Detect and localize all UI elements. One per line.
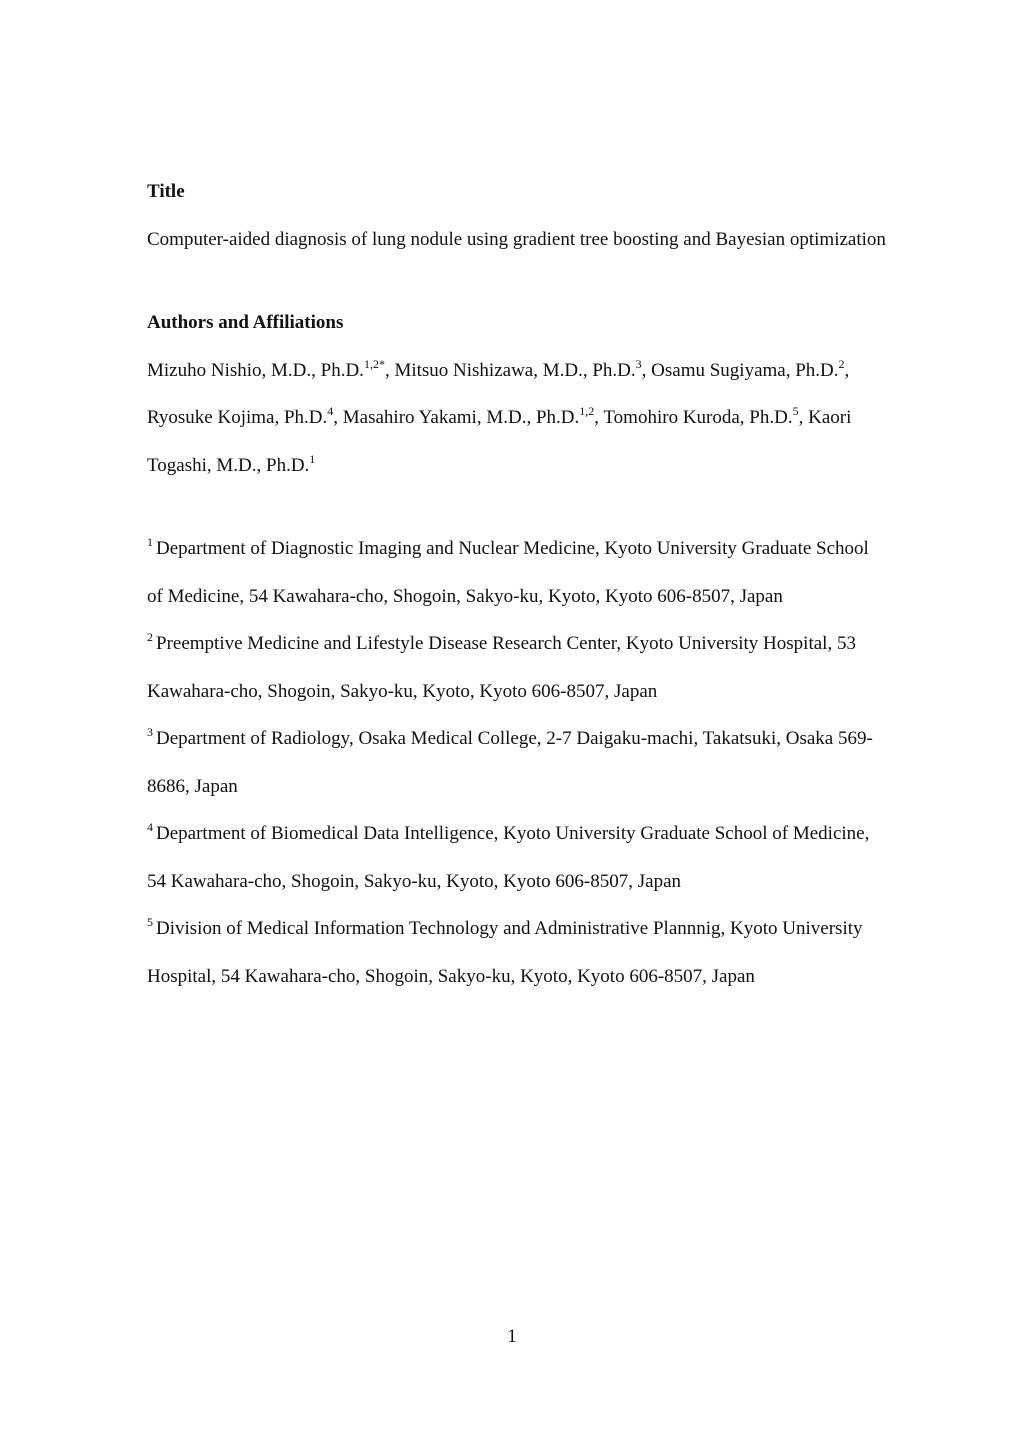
section-gap xyxy=(147,263,887,299)
author-name: Mizuho Nishio, M.D., Ph.D. xyxy=(147,359,364,381)
author-separator: , xyxy=(594,407,604,428)
section-gap xyxy=(147,489,887,525)
author-affiliation-mark: 4 xyxy=(327,404,334,418)
affiliation-text: Department of Biomedical Data Intelligence, Kyoto University Graduate School of Medicine, 54 Kawahara-cho, Shogoin, Sakyo-ku, Kyoto, Kyoto 606-8507, Japan xyxy=(147,823,870,892)
author-affiliation-mark: 1 xyxy=(309,451,316,466)
affiliation-text: Division of Medical Information Technology and Administrative Plannnig, Kyoto University Hospital, 54 Kawahara-cho, Shogoin, Sakyo-ku, Kyoto, Kyoto 606-8507, Japan xyxy=(147,918,863,987)
author-separator: , xyxy=(384,359,395,381)
author-name: Masahiro Yakami, M.D., Ph.D. xyxy=(342,407,580,428)
affiliation-item xyxy=(147,905,887,1000)
author-name: Kaori Togashi, M.D., Ph.D. xyxy=(147,407,852,476)
author-list xyxy=(147,347,887,490)
paper-title: Computer-aided diagnosis of lung nodule using gradient tree boosting and Bayesian optimization xyxy=(147,228,886,250)
affiliation-number: 2 xyxy=(147,630,153,644)
author-affiliation-mark: 2 xyxy=(838,356,845,371)
affiliation-number: 3 xyxy=(147,725,153,739)
affiliation-number: 5 xyxy=(147,915,153,929)
author-separator: , xyxy=(333,407,343,428)
author-separator: , xyxy=(641,359,652,381)
affiliation-number: 4 xyxy=(147,820,153,834)
author-affiliation-mark: 1,2* xyxy=(363,356,385,371)
page-content xyxy=(147,168,887,1000)
author-name: Tomohiro Kuroda, Ph.D. xyxy=(603,407,793,428)
affiliation-text: Department of Radiology, Osaka Medical College, 2-7 Daigaku-machi, Takatsuki, Osaka 569-8686, Japan xyxy=(147,728,873,797)
affiliation-number: 1 xyxy=(147,535,153,549)
affiliation-text: Preemptive Medicine and Lifestyle Disease Research Center, Kyoto University Hospital, 53 Kawahara-cho, Shogoin, Sakyo-ku, Kyoto, Kyoto 606-8507, Japan xyxy=(147,633,856,702)
affiliation-item xyxy=(147,810,887,905)
title-heading: Title xyxy=(147,181,185,202)
affiliation-item xyxy=(147,525,887,620)
author-name: Ryosuke Kojima, Ph.D. xyxy=(147,407,328,428)
page-number: 1 xyxy=(507,1326,517,1347)
affiliation-item xyxy=(147,620,887,715)
author-name: Osamu Sugiyama, Ph.D. xyxy=(651,359,839,381)
affiliation-item xyxy=(147,715,887,810)
affiliation-text: Department of Diagnostic Imaging and Nuclear Medicine, Kyoto University Graduate School of Medicine, 54 Kawahara-cho, Shogoin, Sakyo-ku, Kyoto, Kyoto 606-8507, Japan xyxy=(147,538,869,607)
author-name: Mitsuo Nishizawa, M.D., Ph.D. xyxy=(394,359,636,381)
author-affiliation-mark: 1,2 xyxy=(579,404,595,418)
author-affiliation-mark: 5 xyxy=(792,404,799,418)
author-affiliation-mark: 3 xyxy=(635,356,642,371)
authors-heading: Authors and Affiliations xyxy=(147,312,344,333)
author-separator: , xyxy=(798,407,809,428)
author-separator: , xyxy=(844,359,850,381)
